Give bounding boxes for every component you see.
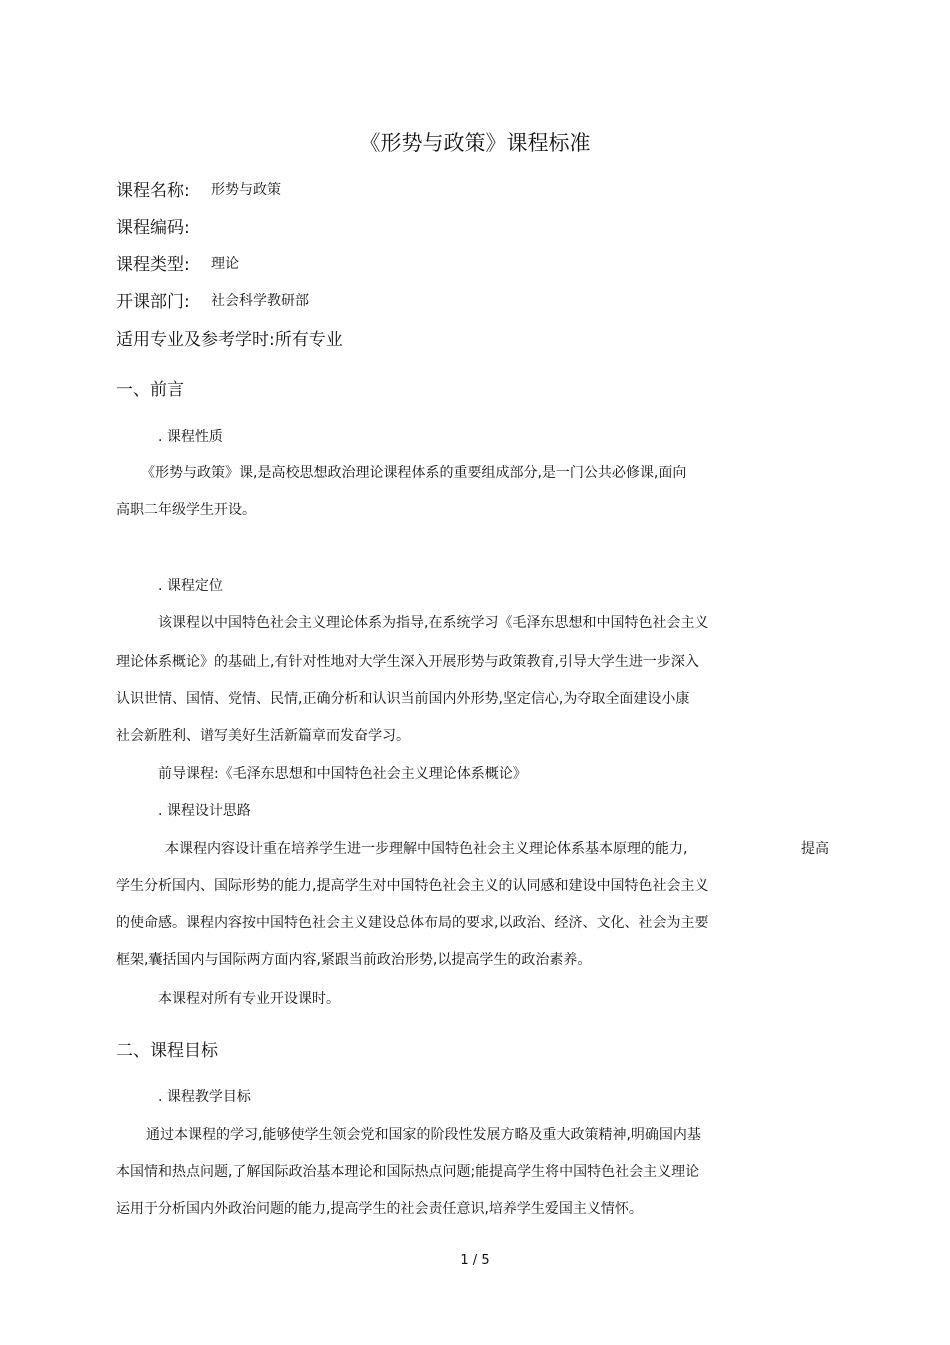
paragraph-line: 通过本课程的学习,能够使学生领会党和国家的阶段性发展方略及重大政策精神,明确国内基 <box>146 1127 701 1143</box>
department-value: 社会科学教研部 <box>211 293 309 309</box>
paragraph-line-tail: 提高 <box>801 841 829 857</box>
paragraph-line: 理论体系概论》的基础上,有针对性地对大学生深入开展形势与政策教育,引导大学生进一步深入 <box>116 654 699 670</box>
paragraph-line: 该课程以中国特色社会主义理论体系为指导,在系统学习《毛泽东思想和中国特色社会主义 <box>158 615 709 631</box>
course-name-label: 课程名称: <box>116 181 190 201</box>
department-label: 开课部门: <box>116 292 190 312</box>
paragraph-line: 认识世情、国情、党情、民情,正确分析和认识当前国内外形势,坚定信心,为夺取全面建设小康 <box>116 691 690 707</box>
subsection-heading-design: . 课程设计思路 <box>158 803 251 819</box>
section-heading-preface: 一、前言 <box>116 380 184 400</box>
paragraph-line: 的使命感。课程内容按中国特色社会主义建设总体布局的要求,以政治、经济、文化、社会为主要 <box>116 915 709 931</box>
paragraph-line: 社会新胜利、谱写美好生活新篇章而发奋学习。 <box>116 728 410 744</box>
paragraph-line: 《形势与政策》课,是高校思想政治理论课程体系的重要组成部分,是一门公共必修课,面向 <box>141 465 687 481</box>
course-name-value: 形势与政策 <box>211 182 281 198</box>
paragraph-line: 高职二年级学生开设。 <box>116 502 256 518</box>
subsection-heading-teaching-goals: . 课程教学目标 <box>158 1089 251 1105</box>
subsection-heading-nature: . 课程性质 <box>158 429 223 445</box>
course-type-label: 课程类型: <box>116 255 190 275</box>
subsection-heading-positioning: . 课程定位 <box>158 578 223 594</box>
paragraph-line: 学生分析国内、国际形势的能力,提高学生对中国特色社会主义的认同感和建设中国特色社会主义 <box>116 878 709 894</box>
majors-hours-line: 适用专业及参考学时:所有专业 <box>116 330 343 350</box>
course-type-value: 理论 <box>211 256 239 272</box>
paragraph-line: 框架,囊括国内与国际两方面内容,紧跟当前政治形势,以提高学生的政治素养。 <box>116 952 592 968</box>
paragraph-line: 本国情和热点问题,了解国际政治基本理论和国际热点问题;能提高学生将中国特色社会主义理论 <box>116 1164 700 1180</box>
prerequisite-course: 前导课程:《毛泽东思想和中国特色社会主义理论体系概论》 <box>158 766 527 782</box>
paragraph-line: 本课程内容设计重在培养学生进一步理解中国特色社会主义理论体系基本原理的能力, <box>165 841 688 857</box>
section-heading-goals: 二、课程目标 <box>116 1041 218 1061</box>
course-code-label: 课程编码: <box>116 218 190 238</box>
page-number: 1 / 5 <box>460 1253 490 1268</box>
page-title: 《形势与政策》课程标准 <box>359 131 591 155</box>
paragraph-line: 运用于分析国内外政治问题的能力,提高学生的社会责任意识,培养学生爱国主义情怀。 <box>116 1201 643 1217</box>
paragraph-line: 本课程对所有专业开设课时。 <box>158 991 340 1007</box>
